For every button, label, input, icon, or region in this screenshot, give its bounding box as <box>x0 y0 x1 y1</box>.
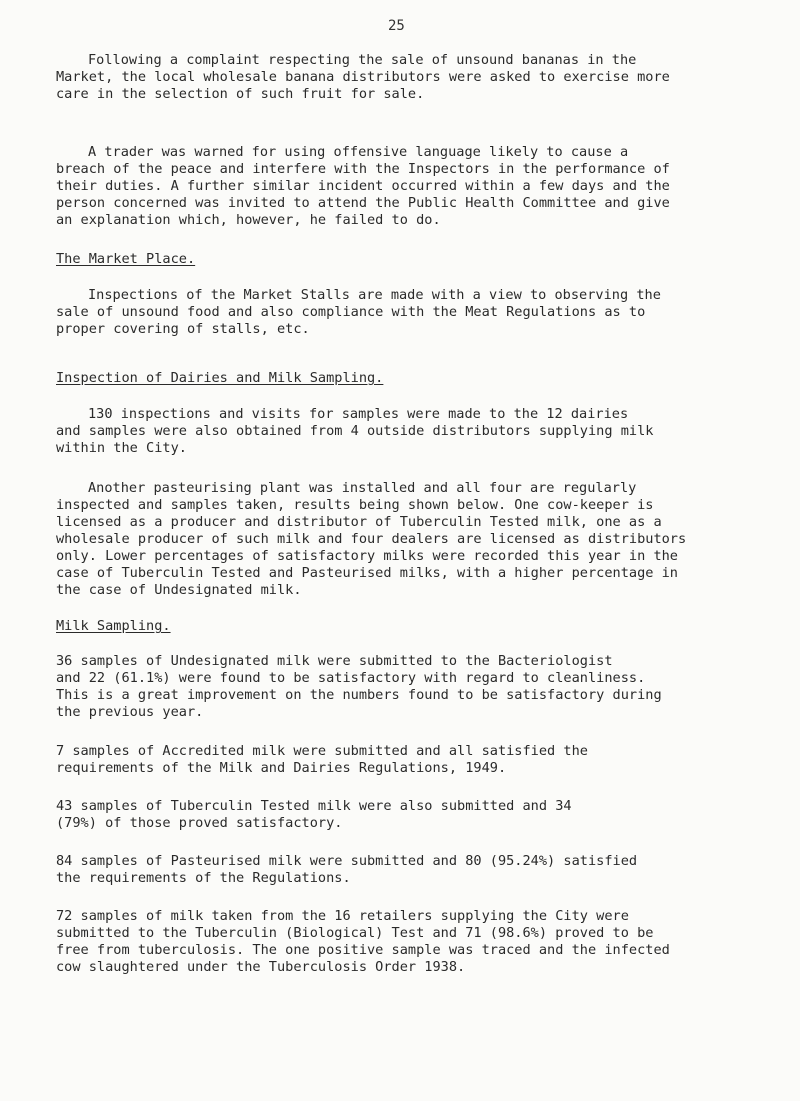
heading-milk-sampling: Milk Sampling. <box>56 618 171 634</box>
text-line: 43 samples of Tuberculin Tested milk were also submitted and 34 <box>56 798 572 814</box>
paragraph-pasteurised <box>56 853 756 887</box>
text-line: A trader was warned for using offensive language likely to cause a <box>88 144 629 160</box>
text-line: 72 samples of milk taken from the 16 retailers supplying the City were <box>56 908 629 924</box>
text-line: wholesale producer of such milk and four dealers are licensed as distributors <box>56 531 687 547</box>
text-line: an explanation which, however, he failed to do. <box>56 212 441 228</box>
text-line: Market, the local wholesale banana distributors were asked to exercise more <box>56 69 670 85</box>
paragraph-pasteurising <box>56 480 756 599</box>
text-line: free from tuberculosis. The one positive sample was traced and the infected <box>56 942 670 958</box>
text-line: submitted to the Tuberculin (Biological) Test and 71 (98.6%) proved to be <box>56 925 654 941</box>
text-line: only. Lower percentages of satisfactory milks were recorded this year in the <box>56 548 678 564</box>
paragraph-bananas <box>56 52 756 103</box>
text-line: and 22 (61.1%) were found to be satisfactory with regard to cleanliness. <box>56 670 646 686</box>
paragraph-trader <box>56 144 756 229</box>
text-line: 84 samples of Pasteurised milk were submitted and 80 (95.24%) satisfied <box>56 853 638 869</box>
paragraph-dairies-inspections <box>56 406 756 457</box>
text-line: Following a complaint respecting the sale of unsound bananas in the <box>88 52 637 68</box>
text-line: their duties. A further similar incident occurred within a few days and the <box>56 178 670 194</box>
text-line: requirements of the Milk and Dairies Regulations, 1949. <box>56 760 507 776</box>
text-line: and samples were also obtained from 4 outside distributors supplying milk <box>56 423 654 439</box>
text-line: within the City. <box>56 440 187 456</box>
text-line: inspected and samples taken, results being shown below. One cow-keeper is <box>56 497 654 513</box>
text-line: proper covering of stalls, etc. <box>56 321 310 337</box>
text-line: This is a great improvement on the numbers found to be satisfactory during <box>56 687 662 703</box>
paragraph-accredited <box>56 743 756 777</box>
paragraph-tuberculin-tested <box>56 798 756 832</box>
text-line: the previous year. <box>56 704 204 720</box>
heading-dairies: Inspection of Dairies and Milk Sampling. <box>56 370 384 386</box>
paragraph-undesignated <box>56 653 756 721</box>
text-line: 130 inspections and visits for samples were made to the 12 dairies <box>88 406 629 422</box>
text-line: the case of Undesignated milk. <box>56 582 302 598</box>
heading-market-place: The Market Place. <box>56 251 196 267</box>
text-line: (79%) of those proved satisfactory. <box>56 815 343 831</box>
text-line: cow slaughtered under the Tuberculosis Order 1938. <box>56 959 466 975</box>
text-line: case of Tuberculin Tested and Pasteurised milks, with a higher percentage in <box>56 565 678 581</box>
text-line: 36 samples of Undesignated milk were submitted to the Bacteriologist <box>56 653 613 669</box>
text-line: Inspections of the Market Stalls are made with a view to observing the <box>88 287 661 303</box>
text-line: 7 samples of Accredited milk were submitted and all satisfied the <box>56 743 588 759</box>
text-line: the requirements of the Regulations. <box>56 870 351 886</box>
text-line: person concerned was invited to attend the Public Health Committee and give <box>56 195 670 211</box>
text-line: sale of unsound food and also compliance with the Meat Regulations as to <box>56 304 646 320</box>
paragraph-biological-test <box>56 908 756 976</box>
text-line: breach of the peace and interfere with the Inspectors in the performance of <box>56 161 670 177</box>
text-line: care in the selection of such fruit for sale. <box>56 86 425 102</box>
paragraph-market-stalls <box>56 287 756 338</box>
page-number: 25 <box>388 18 405 34</box>
text-line: licensed as a producer and distributor of Tuberculin Tested milk, one as a <box>56 514 662 530</box>
text-line: Another pasteurising plant was installed and all four are regularly <box>88 480 637 496</box>
